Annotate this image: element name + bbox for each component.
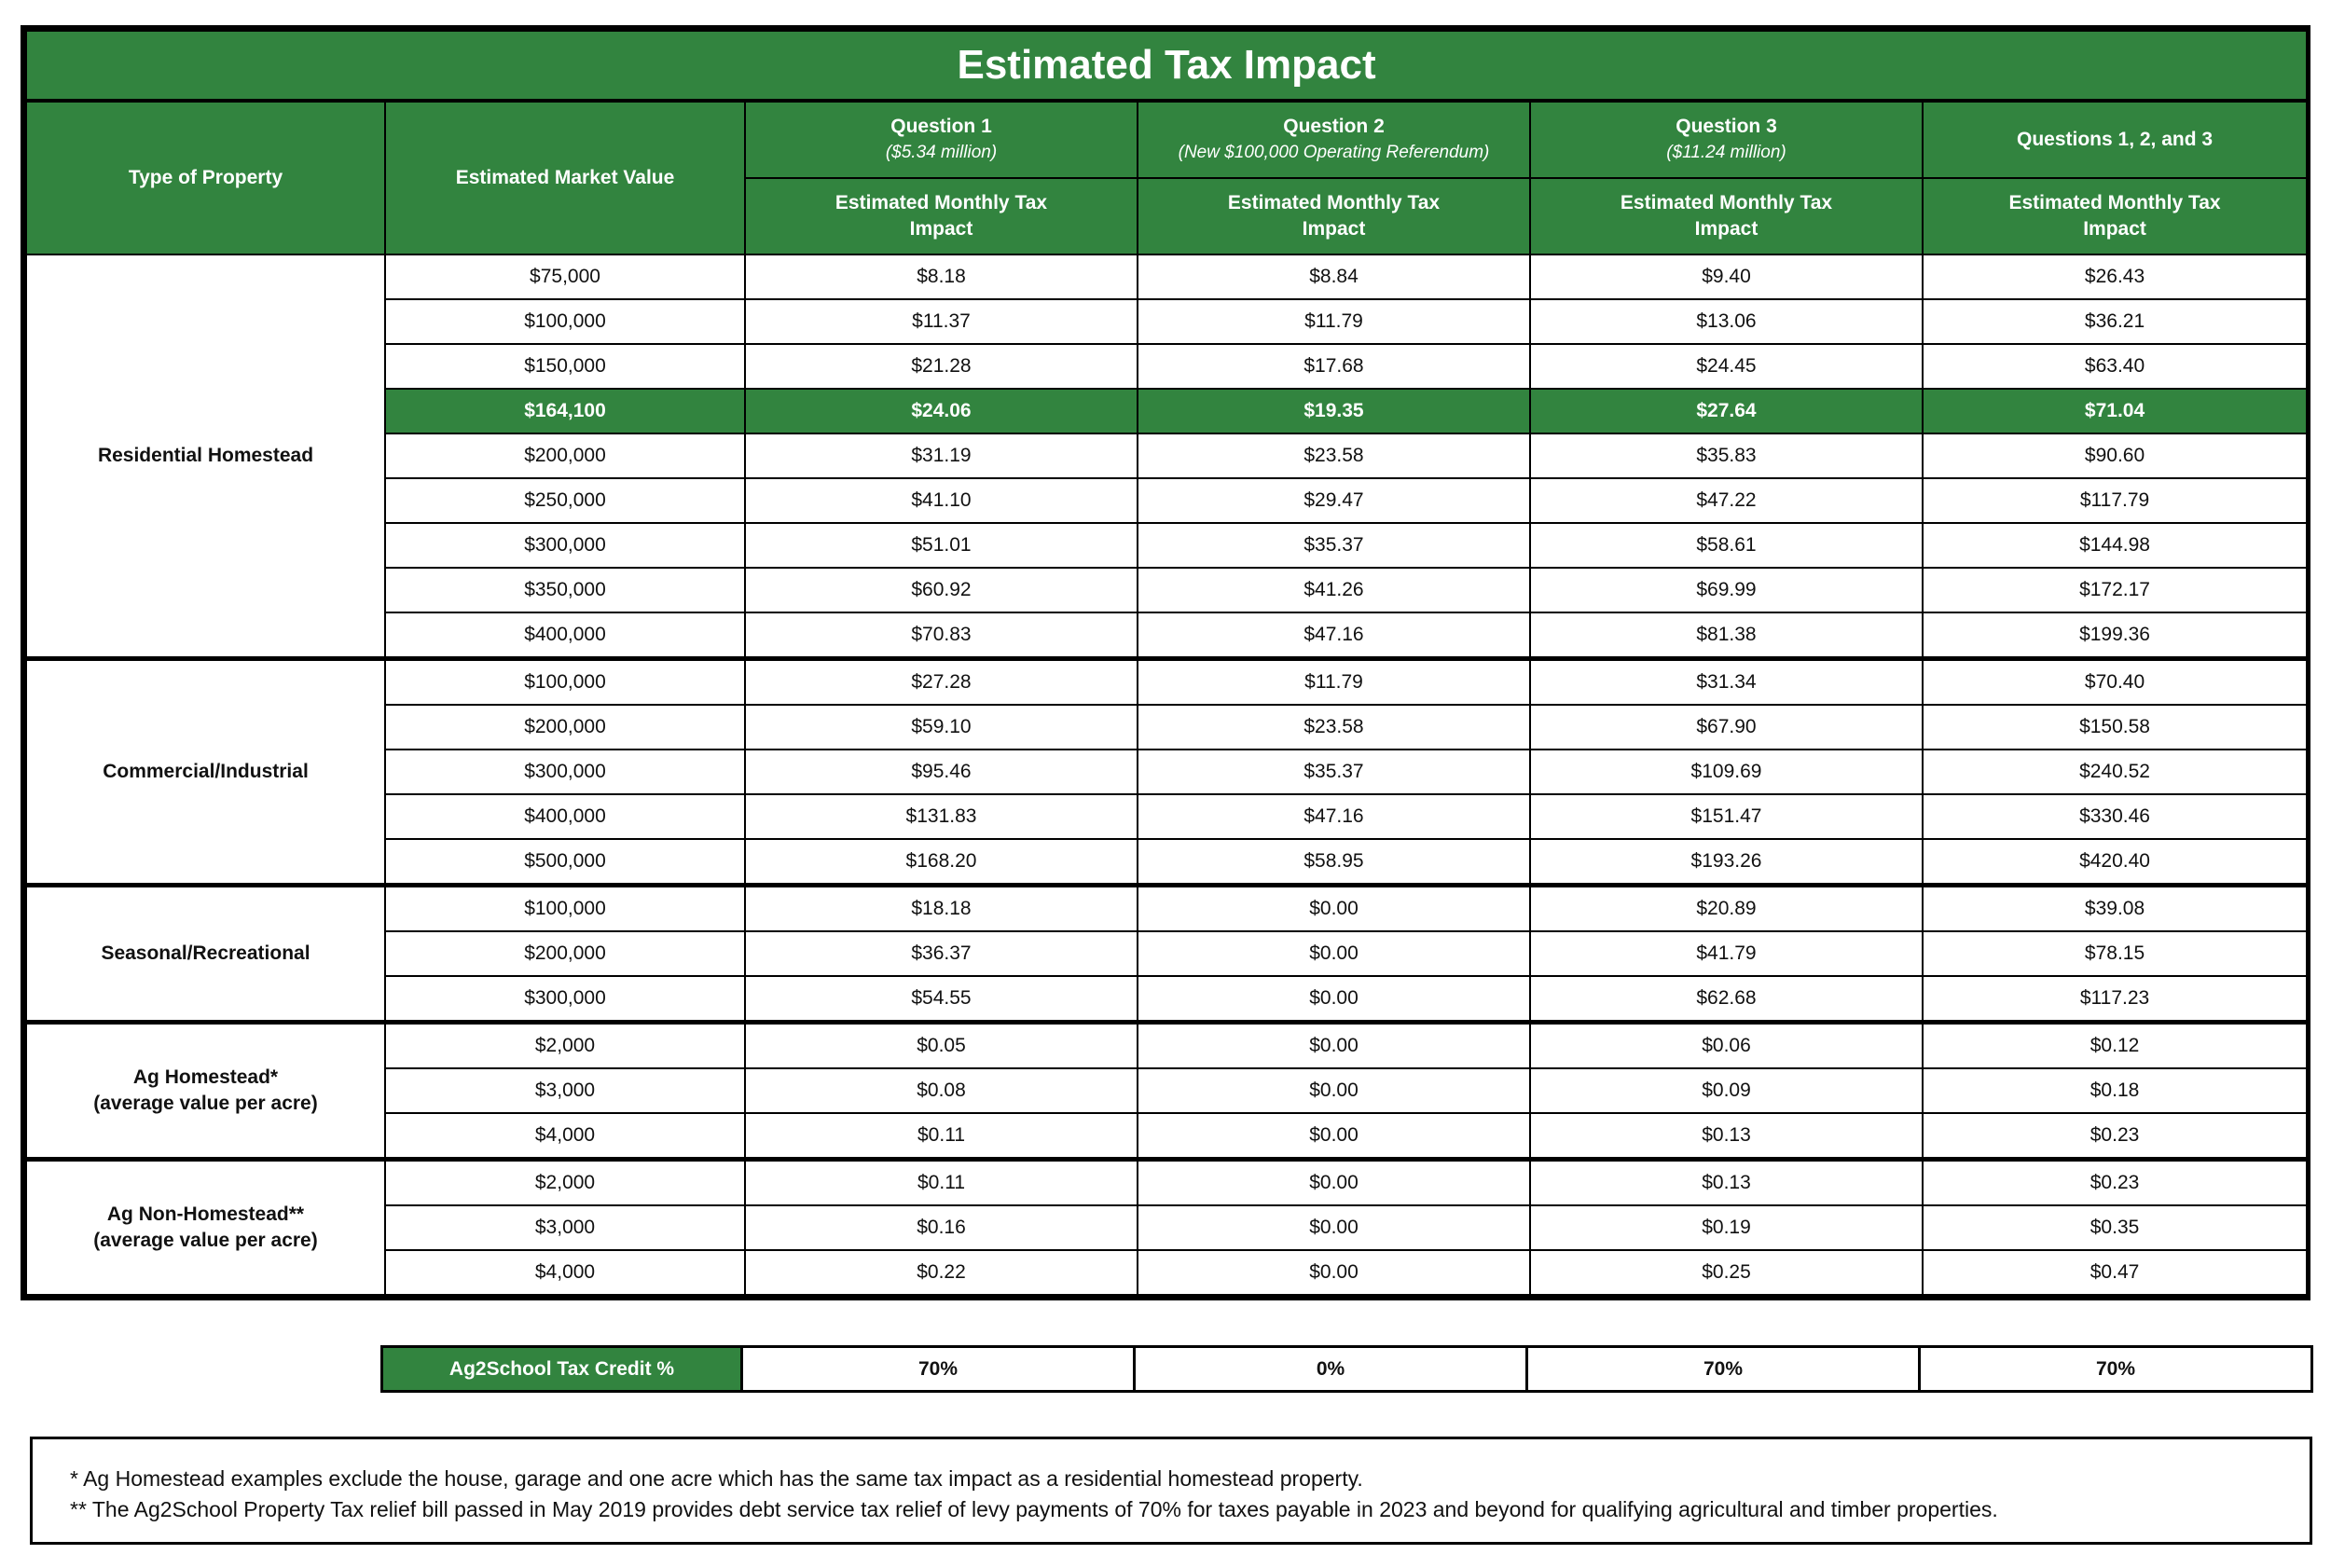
q3-impact-cell: $47.22	[1530, 478, 1923, 523]
header-questions-all-name: Questions 1, 2, and 3	[2017, 129, 2214, 150]
q2-impact-cell: $0.00	[1138, 1250, 1530, 1295]
q2-impact-cell: $17.68	[1138, 344, 1530, 389]
q1-impact-cell: $0.08	[745, 1068, 1138, 1113]
all-impact-cell: $0.23	[1923, 1113, 2307, 1160]
market-value-cell: $400,000	[385, 612, 745, 659]
q2-impact-cell: $29.47	[1138, 478, 1530, 523]
header-type-of-property: Type of Property	[26, 101, 385, 254]
property-type-label: Seasonal/Recreational	[26, 886, 385, 1023]
q1-impact-cell: $36.37	[745, 931, 1138, 976]
credit-value-q2: 0%	[1135, 1347, 1527, 1392]
q2-impact-cell: $47.16	[1138, 612, 1530, 659]
header-question-2-name: Question 2	[1283, 116, 1385, 137]
q3-impact-cell: $0.13	[1530, 1160, 1923, 1206]
tax-credit-table	[380, 1345, 2313, 1393]
table-body	[26, 254, 2307, 1295]
header-question-3-name: Question 3	[1676, 116, 1777, 137]
q2-impact-cell: $11.79	[1138, 299, 1530, 344]
q2-impact-cell: $0.00	[1138, 1160, 1530, 1206]
credit-value-q1: 70%	[742, 1347, 1135, 1392]
market-value-cell: $200,000	[385, 433, 745, 478]
all-impact-cell: $26.43	[1923, 254, 2307, 299]
q3-impact-cell: $27.64	[1530, 389, 1923, 433]
market-value-cell: $400,000	[385, 794, 745, 839]
q1-impact-cell: $0.22	[745, 1250, 1138, 1295]
market-value-cell: $150,000	[385, 344, 745, 389]
all-impact-cell: $117.23	[1923, 976, 2307, 1023]
q2-impact-cell: $0.00	[1138, 976, 1530, 1023]
footnote-2: ** The Ag2School Property Tax relief bill passed in May 2019 provides debt service tax relief of levy payments of 70% for taxes payable in 2023 and beyond for qualifying agricultural and timber properties.	[70, 1497, 1998, 1521]
property-type-label: Ag Homestead* (average value per acre)	[26, 1023, 385, 1160]
market-value-cell: $200,000	[385, 705, 745, 750]
q2-impact-cell: $58.95	[1138, 839, 1530, 886]
market-value-cell: $350,000	[385, 568, 745, 612]
header-question-1-detail: ($5.34 million)	[885, 143, 998, 162]
header-questions-all	[1923, 101, 2307, 178]
q3-impact-cell: $81.38	[1530, 612, 1923, 659]
tax-impact-table	[25, 30, 2308, 1296]
market-value-cell: $4,000	[385, 1113, 745, 1160]
q1-impact-cell: $0.11	[745, 1160, 1138, 1206]
header-question-3	[1530, 101, 1923, 178]
q1-impact-cell: $21.28	[745, 344, 1138, 389]
q1-impact-cell: $168.20	[745, 839, 1138, 886]
table-row	[26, 1160, 2307, 1206]
header-impact-all: Estimated Monthly Tax Impact	[1923, 178, 2307, 254]
q1-impact-cell: $59.10	[745, 705, 1138, 750]
table-row	[26, 659, 2307, 706]
market-value-cell: $2,000	[385, 1160, 745, 1206]
q2-impact-cell: $0.00	[1138, 1023, 1530, 1069]
market-value-cell: $3,000	[385, 1205, 745, 1250]
q1-impact-cell: $70.83	[745, 612, 1138, 659]
market-value-cell: $75,000	[385, 254, 745, 299]
q3-impact-cell: $20.89	[1530, 886, 1923, 932]
q1-impact-cell: $0.05	[745, 1023, 1138, 1069]
q1-impact-cell: $0.16	[745, 1205, 1138, 1250]
market-value-cell: $300,000	[385, 523, 745, 568]
q3-impact-cell: $0.09	[1530, 1068, 1923, 1113]
all-impact-cell: $240.52	[1923, 750, 2307, 794]
q1-impact-cell: $18.18	[745, 886, 1138, 932]
tax-impact-table-frame	[21, 25, 2310, 1300]
all-impact-cell: $117.79	[1923, 478, 2307, 523]
footnote-1: * Ag Homestead examples exclude the house, garage and one acre which has the same tax impact as a residential homestead property.	[70, 1466, 1363, 1491]
all-impact-cell: $0.12	[1923, 1023, 2307, 1069]
q3-impact-cell: $69.99	[1530, 568, 1923, 612]
q2-impact-cell: $41.26	[1138, 568, 1530, 612]
footnotes	[30, 1437, 2312, 1545]
header-impact-q2: Estimated Monthly Tax Impact	[1138, 178, 1530, 254]
table-row	[26, 886, 2307, 932]
all-impact-cell: $0.47	[1923, 1250, 2307, 1295]
all-impact-cell: $39.08	[1923, 886, 2307, 932]
q1-impact-cell: $51.01	[745, 523, 1138, 568]
q2-impact-cell: $0.00	[1138, 886, 1530, 932]
market-value-cell: $300,000	[385, 976, 745, 1023]
q2-impact-cell: $47.16	[1138, 794, 1530, 839]
q1-impact-cell: $24.06	[745, 389, 1138, 433]
q2-impact-cell: $23.58	[1138, 433, 1530, 478]
credit-value-q3: 70%	[1527, 1347, 1920, 1392]
market-value-cell: $4,000	[385, 1250, 745, 1295]
market-value-cell: $2,000	[385, 1023, 745, 1069]
q3-impact-cell: $24.45	[1530, 344, 1923, 389]
all-impact-cell: $90.60	[1923, 433, 2307, 478]
header-impact-q3: Estimated Monthly Tax Impact	[1530, 178, 1923, 254]
market-value-cell: $500,000	[385, 839, 745, 886]
q2-impact-cell: $8.84	[1138, 254, 1530, 299]
header-question-3-detail: ($11.24 million)	[1666, 143, 1786, 162]
q3-impact-cell: $9.40	[1530, 254, 1923, 299]
q1-impact-cell: $54.55	[745, 976, 1138, 1023]
q1-impact-cell: $31.19	[745, 433, 1138, 478]
q2-impact-cell: $0.00	[1138, 931, 1530, 976]
all-impact-cell: $150.58	[1923, 705, 2307, 750]
q3-impact-cell: $31.34	[1530, 659, 1923, 706]
all-impact-cell: $78.15	[1923, 931, 2307, 976]
q3-impact-cell: $0.19	[1530, 1205, 1923, 1250]
q1-impact-cell: $131.83	[745, 794, 1138, 839]
q3-impact-cell: $41.79	[1530, 931, 1923, 976]
property-type-label: Ag Non-Homestead** (average value per acre)	[26, 1160, 385, 1296]
all-impact-cell: $70.40	[1923, 659, 2307, 706]
q3-impact-cell: $0.13	[1530, 1113, 1923, 1160]
q3-impact-cell: $67.90	[1530, 705, 1923, 750]
q1-impact-cell: $11.37	[745, 299, 1138, 344]
q2-impact-cell: $0.00	[1138, 1113, 1530, 1160]
credit-value-all: 70%	[1920, 1347, 2312, 1392]
q2-impact-cell: $0.00	[1138, 1205, 1530, 1250]
header-impact-q1: Estimated Monthly Tax Impact	[745, 178, 1138, 254]
market-value-cell: $100,000	[385, 299, 745, 344]
header-market-value: Estimated Market Value	[385, 101, 745, 254]
all-impact-cell: $420.40	[1923, 839, 2307, 886]
all-impact-cell: $63.40	[1923, 344, 2307, 389]
q3-impact-cell: $35.83	[1530, 433, 1923, 478]
all-impact-cell: $0.23	[1923, 1160, 2307, 1206]
market-value-cell: $164,100	[385, 389, 745, 433]
table-row	[26, 1023, 2307, 1069]
q1-impact-cell: $27.28	[745, 659, 1138, 706]
q3-impact-cell: $151.47	[1530, 794, 1923, 839]
q2-impact-cell: $11.79	[1138, 659, 1530, 706]
q1-impact-cell: $60.92	[745, 568, 1138, 612]
all-impact-cell: $330.46	[1923, 794, 2307, 839]
q3-impact-cell: $62.68	[1530, 976, 1923, 1023]
q3-impact-cell: $13.06	[1530, 299, 1923, 344]
q2-impact-cell: $35.37	[1138, 750, 1530, 794]
all-impact-cell: $199.36	[1923, 612, 2307, 659]
q3-impact-cell: $193.26	[1530, 839, 1923, 886]
market-value-cell: $200,000	[385, 931, 745, 976]
market-value-cell: $300,000	[385, 750, 745, 794]
all-impact-cell: $0.35	[1923, 1205, 2307, 1250]
q3-impact-cell: $58.61	[1530, 523, 1923, 568]
q1-impact-cell: $8.18	[745, 254, 1138, 299]
all-impact-cell: $36.21	[1923, 299, 2307, 344]
market-value-cell: $100,000	[385, 886, 745, 932]
property-type-label: Residential Homestead	[26, 254, 385, 659]
market-value-cell: $100,000	[385, 659, 745, 706]
q1-impact-cell: $41.10	[745, 478, 1138, 523]
table-title: Estimated Tax Impact	[26, 31, 2307, 101]
q2-impact-cell: $19.35	[1138, 389, 1530, 433]
q1-impact-cell: $95.46	[745, 750, 1138, 794]
header-question-2-detail: (New $100,000 Operating Referendum)	[1178, 143, 1490, 162]
header-question-1-name: Question 1	[890, 116, 992, 137]
q2-impact-cell: $35.37	[1138, 523, 1530, 568]
property-type-label: Commercial/Industrial	[26, 659, 385, 886]
market-value-cell: $3,000	[385, 1068, 745, 1113]
header-question-2	[1138, 101, 1530, 178]
header-question-1	[745, 101, 1138, 178]
credit-label: Ag2School Tax Credit %	[382, 1347, 742, 1392]
all-impact-cell: $144.98	[1923, 523, 2307, 568]
all-impact-cell: $172.17	[1923, 568, 2307, 612]
q3-impact-cell: $0.06	[1530, 1023, 1923, 1069]
table-row	[26, 254, 2307, 299]
all-impact-cell: $0.18	[1923, 1068, 2307, 1113]
q2-impact-cell: $0.00	[1138, 1068, 1530, 1113]
q3-impact-cell: $109.69	[1530, 750, 1923, 794]
market-value-cell: $250,000	[385, 478, 745, 523]
all-impact-cell: $71.04	[1923, 389, 2307, 433]
q3-impact-cell: $0.25	[1530, 1250, 1923, 1295]
q1-impact-cell: $0.11	[745, 1113, 1138, 1160]
q2-impact-cell: $23.58	[1138, 705, 1530, 750]
